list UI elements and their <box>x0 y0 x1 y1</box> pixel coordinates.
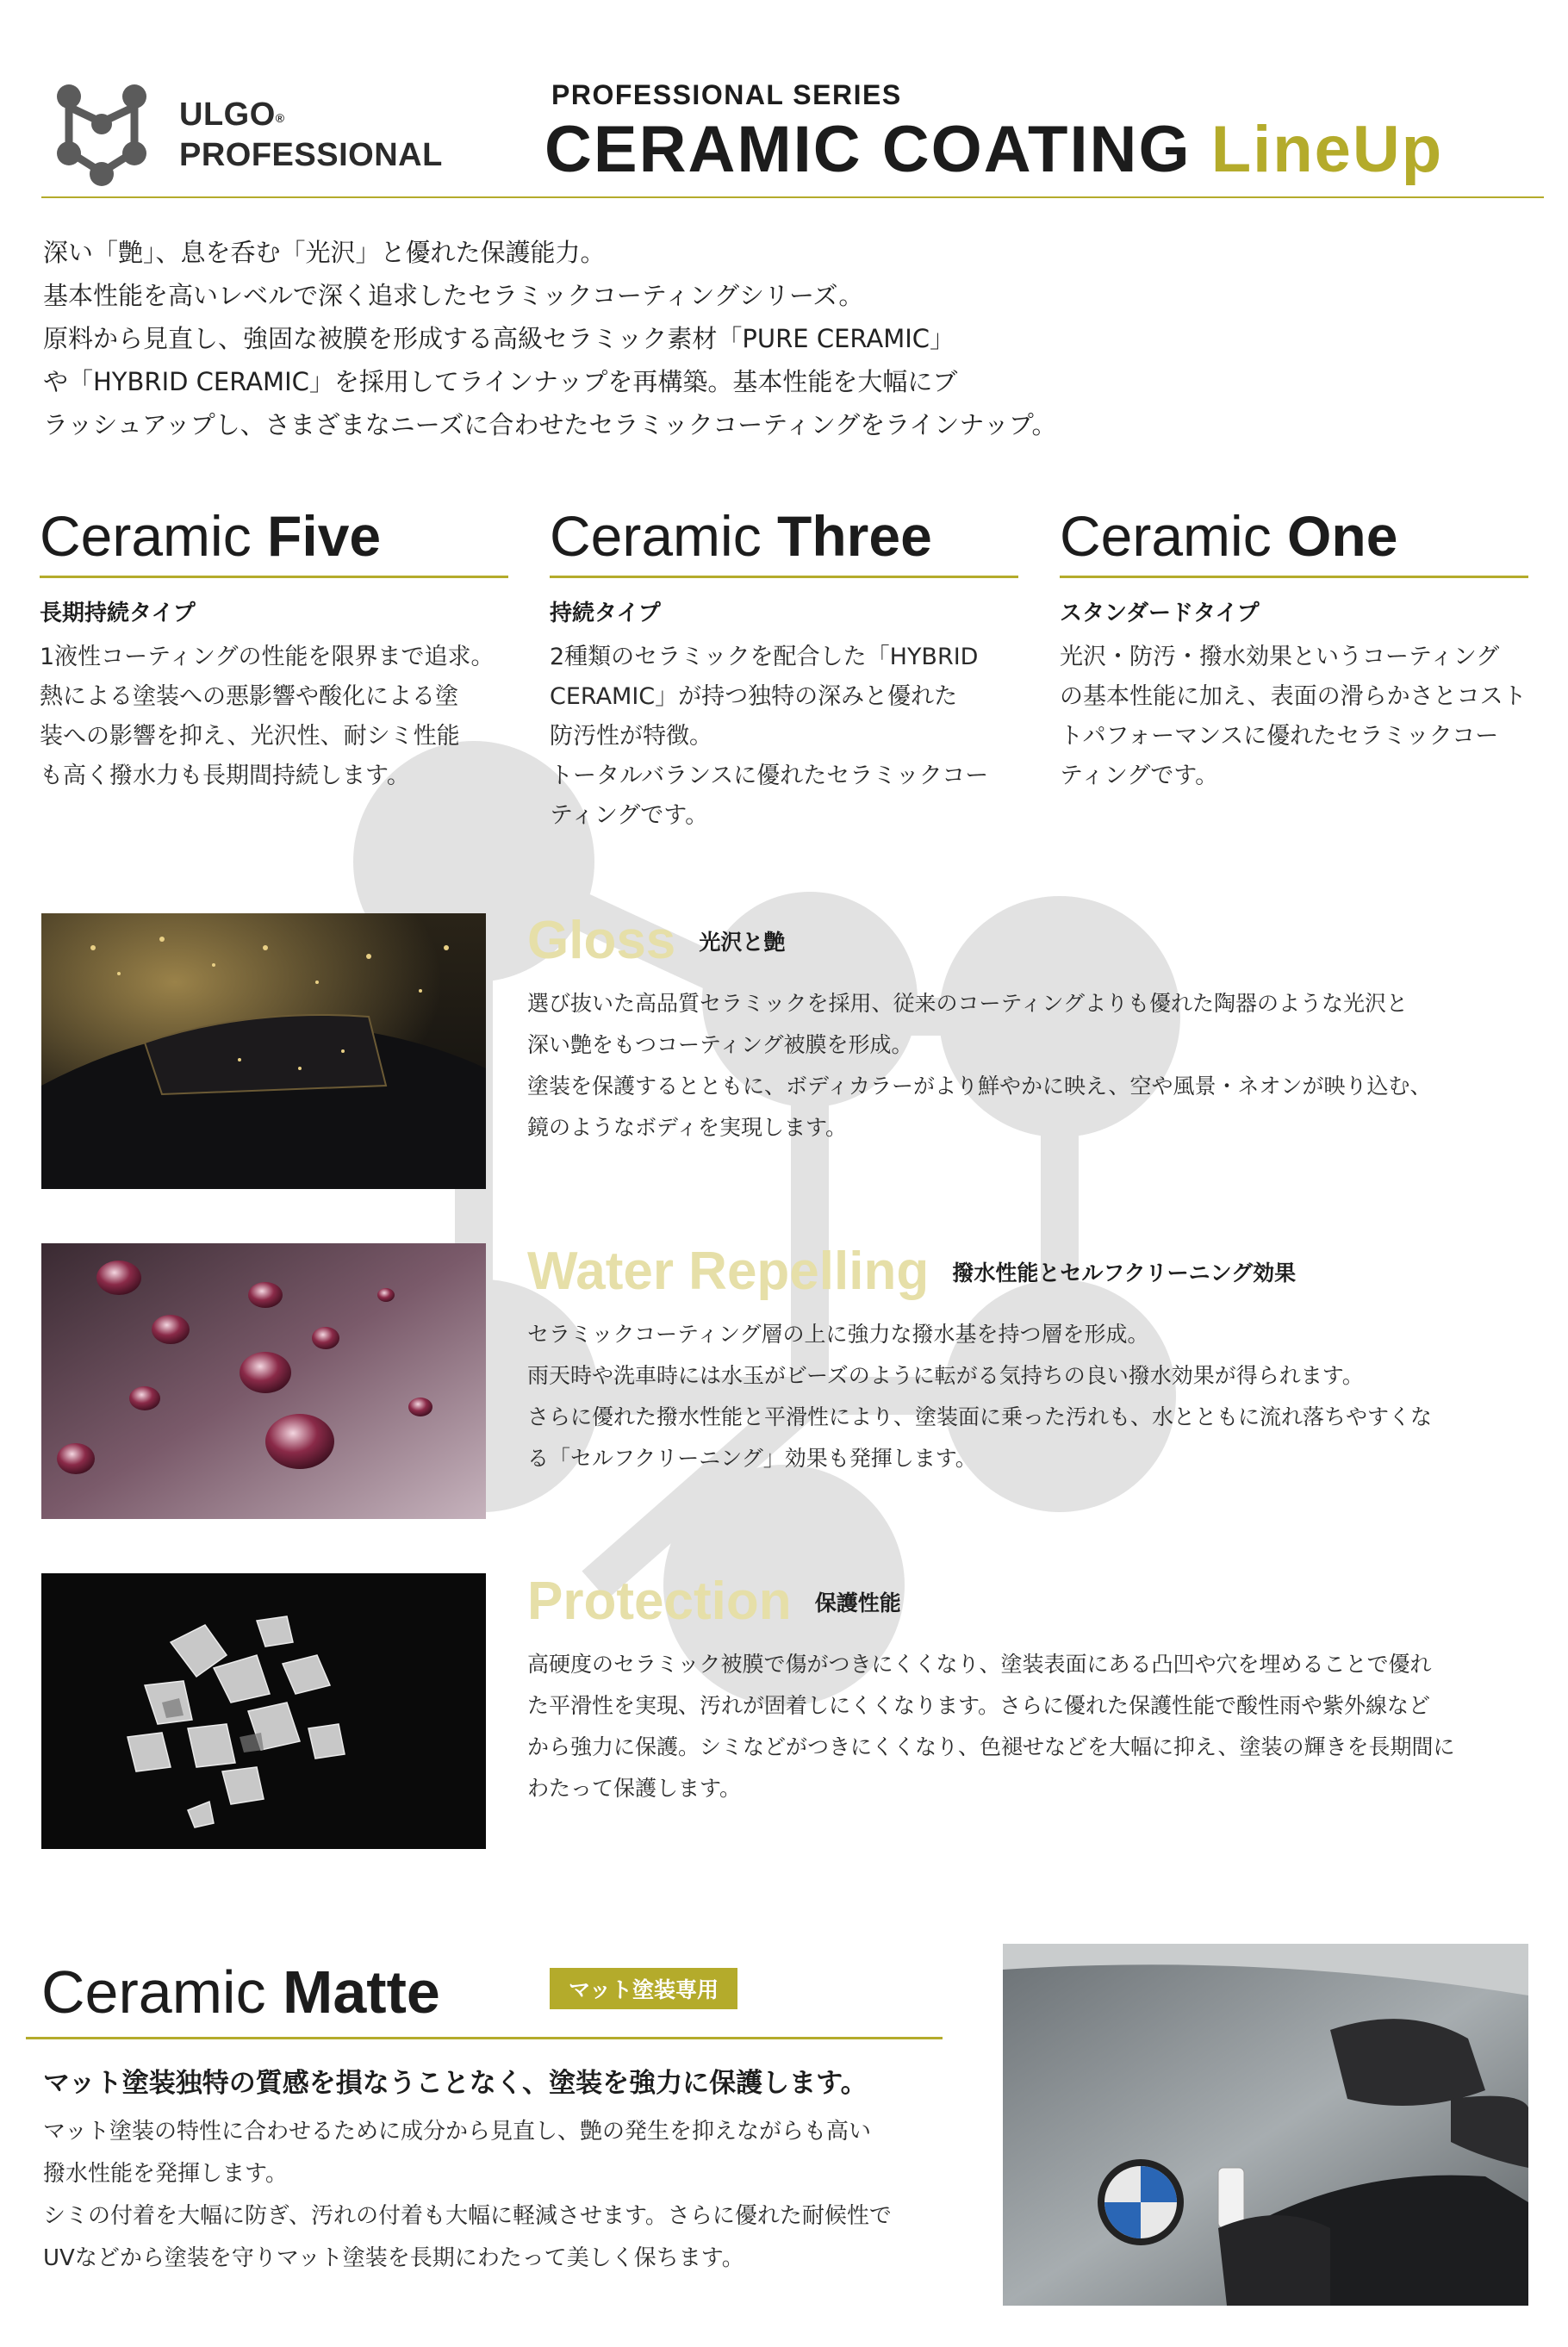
product-name: Ceramic Five <box>40 504 382 568</box>
feature-protection <box>527 1571 1552 1809</box>
brand-name: ULGO <box>179 96 276 133</box>
matte-description: マット塗装の特性に合わせるために成分から見直し、艶の発生を抑えながらも高い 撥水性能を発揮します。 シミの付着を大幅に防ぎ、汚れの付着も大幅に軽減させます。さらに優れた耐候性で UVなどから塗装を守りマット塗装を長期にわたって美しく保ちます。 <box>43 2119 892 2271</box>
feature-title: Protection <box>527 1572 792 1631</box>
brand-subname: PROFESSIONAL <box>179 137 443 173</box>
product-ceramic-three <box>550 501 1018 836</box>
ulgo-logo-icon <box>50 79 162 191</box>
matte-divider <box>26 2037 943 2039</box>
feature-title: Water Repelling <box>527 1242 930 1301</box>
header-divider <box>41 196 1544 198</box>
product-name: Ceramic One <box>1060 504 1398 568</box>
product-ceramic-matte: Ceramic Matte <box>41 1958 440 2026</box>
gloss-photo <box>41 913 486 1189</box>
feature-description: セラミックコーティング層の上に強力な撥水基を持つ層を形成。 雨天時や洗車時には水玉がビーズのように転がる気持ちの良い撥水効果が得られます。 さらに優れた撥水性能と平滑性により、塗装面に乗った汚れも、水とともに流れ落ちやすくな る「セルフクリーニング」効果も発揮します。 <box>527 1322 1433 1471</box>
intro-paragraph <box>43 231 1163 446</box>
product-description: 光沢・防汚・撥水効果というコーティング の基本性能に加え、表面の滑らかさとコスト トパフォーマンスに優れたセラミックコー ティングです。 <box>1060 644 1527 789</box>
intro-line: 深い「艶」、息を呑む「光沢」と優れた保護能力。 <box>43 238 606 267</box>
feature-subtitle: 撥水性能とセルフクリーニング効果 <box>952 1260 1297 1286</box>
product-divider <box>1060 576 1528 578</box>
water-droplets-photo <box>41 1243 486 1519</box>
product-type: スタンダードタイプ <box>1060 601 1260 626</box>
registered-mark: ® <box>275 111 285 125</box>
product-divider <box>550 576 1018 578</box>
feature-description: 選び抜いた高品質セラミックを採用、従来のコーティングよりも優れた陶器のような光沢と 深い艶をもつコーティング被膜を形成。 塗装を保護するとともに、ボディカラーがより鮮やかに映え、空や風景・ネオンが映り込む、 鏡のようなボディを実現します。 <box>527 991 1432 1140</box>
product-description: 2種類のセラミックを配合した「HYBRID CERAMIC」が持つ独特の深みと優れた 防汚性が特徴。 トータルバランスに優れたセラミックコー ティングです。 <box>550 644 989 829</box>
feature-water-repelling <box>527 1241 1552 1479</box>
page-title-accent: LineUp <box>1210 113 1444 186</box>
feature-gloss <box>527 910 1552 1149</box>
crystals-photo <box>41 1573 486 1849</box>
intro-line: 原料から見直し、強固な被膜を形成する高級セラミック素材「PURE CERAMIC」 <box>43 324 955 353</box>
series-label: PROFESSIONAL SERIES <box>551 79 902 110</box>
page-title <box>544 112 1443 187</box>
product-description: 1液性コーティングの性能を限界まで追求。 熱による塗装への悪影響や酸化による塗 装への影響を抑え、光沢性、耐シミ性能 も高く撥水力も長期間持続します。 <box>40 644 495 789</box>
feature-description: 高硬度のセラミック被膜で傷がつきにくくなり、塗装表面にある凸凹や穴を埋めることで優れ た平滑性を実現、汚れが固着しにくくなります。さらに優れた保護性能で酸性雨や紫外線など から強力に保護。シミなどがつきにくくなり、色褪せなどを大幅に抑え、塗装の輝きを長期間に わたって保護します。 <box>527 1652 1455 1801</box>
product-ceramic-five <box>40 501 508 796</box>
product-divider <box>40 576 508 578</box>
intro-line: ラッシュアップし、さまざまなニーズに合わせたセラミックコーティングをラインナップ。 <box>43 410 1057 439</box>
feature-title: Gloss <box>527 911 676 970</box>
product-name: Ceramic Three <box>550 504 932 568</box>
product-ceramic-one <box>1060 501 1528 796</box>
product-type: 持続タイプ <box>550 601 661 626</box>
matte-car-photo <box>1003 1944 1528 2306</box>
brand-logo <box>50 79 481 191</box>
feature-subtitle: 保護性能 <box>814 1590 901 1616</box>
page-title-main: CERAMIC COATING <box>544 113 1192 186</box>
feature-subtitle: 光沢と艶 <box>699 929 786 955</box>
intro-line: 基本性能を高いレベルで深く追求したセラミックコーティングシリーズ。 <box>43 281 864 310</box>
matte-headline: マット塗装独特の質感を損なうことなく、塗装を強力に保護します。 <box>43 2068 868 2099</box>
matte-badge: マット塗装専用 <box>550 1968 737 2009</box>
intro-line: や「HYBRID CERAMIC」を採用してラインナップを再構築。基本性能を大幅にブ <box>43 367 958 396</box>
product-type: 長期持続タイプ <box>40 601 196 626</box>
